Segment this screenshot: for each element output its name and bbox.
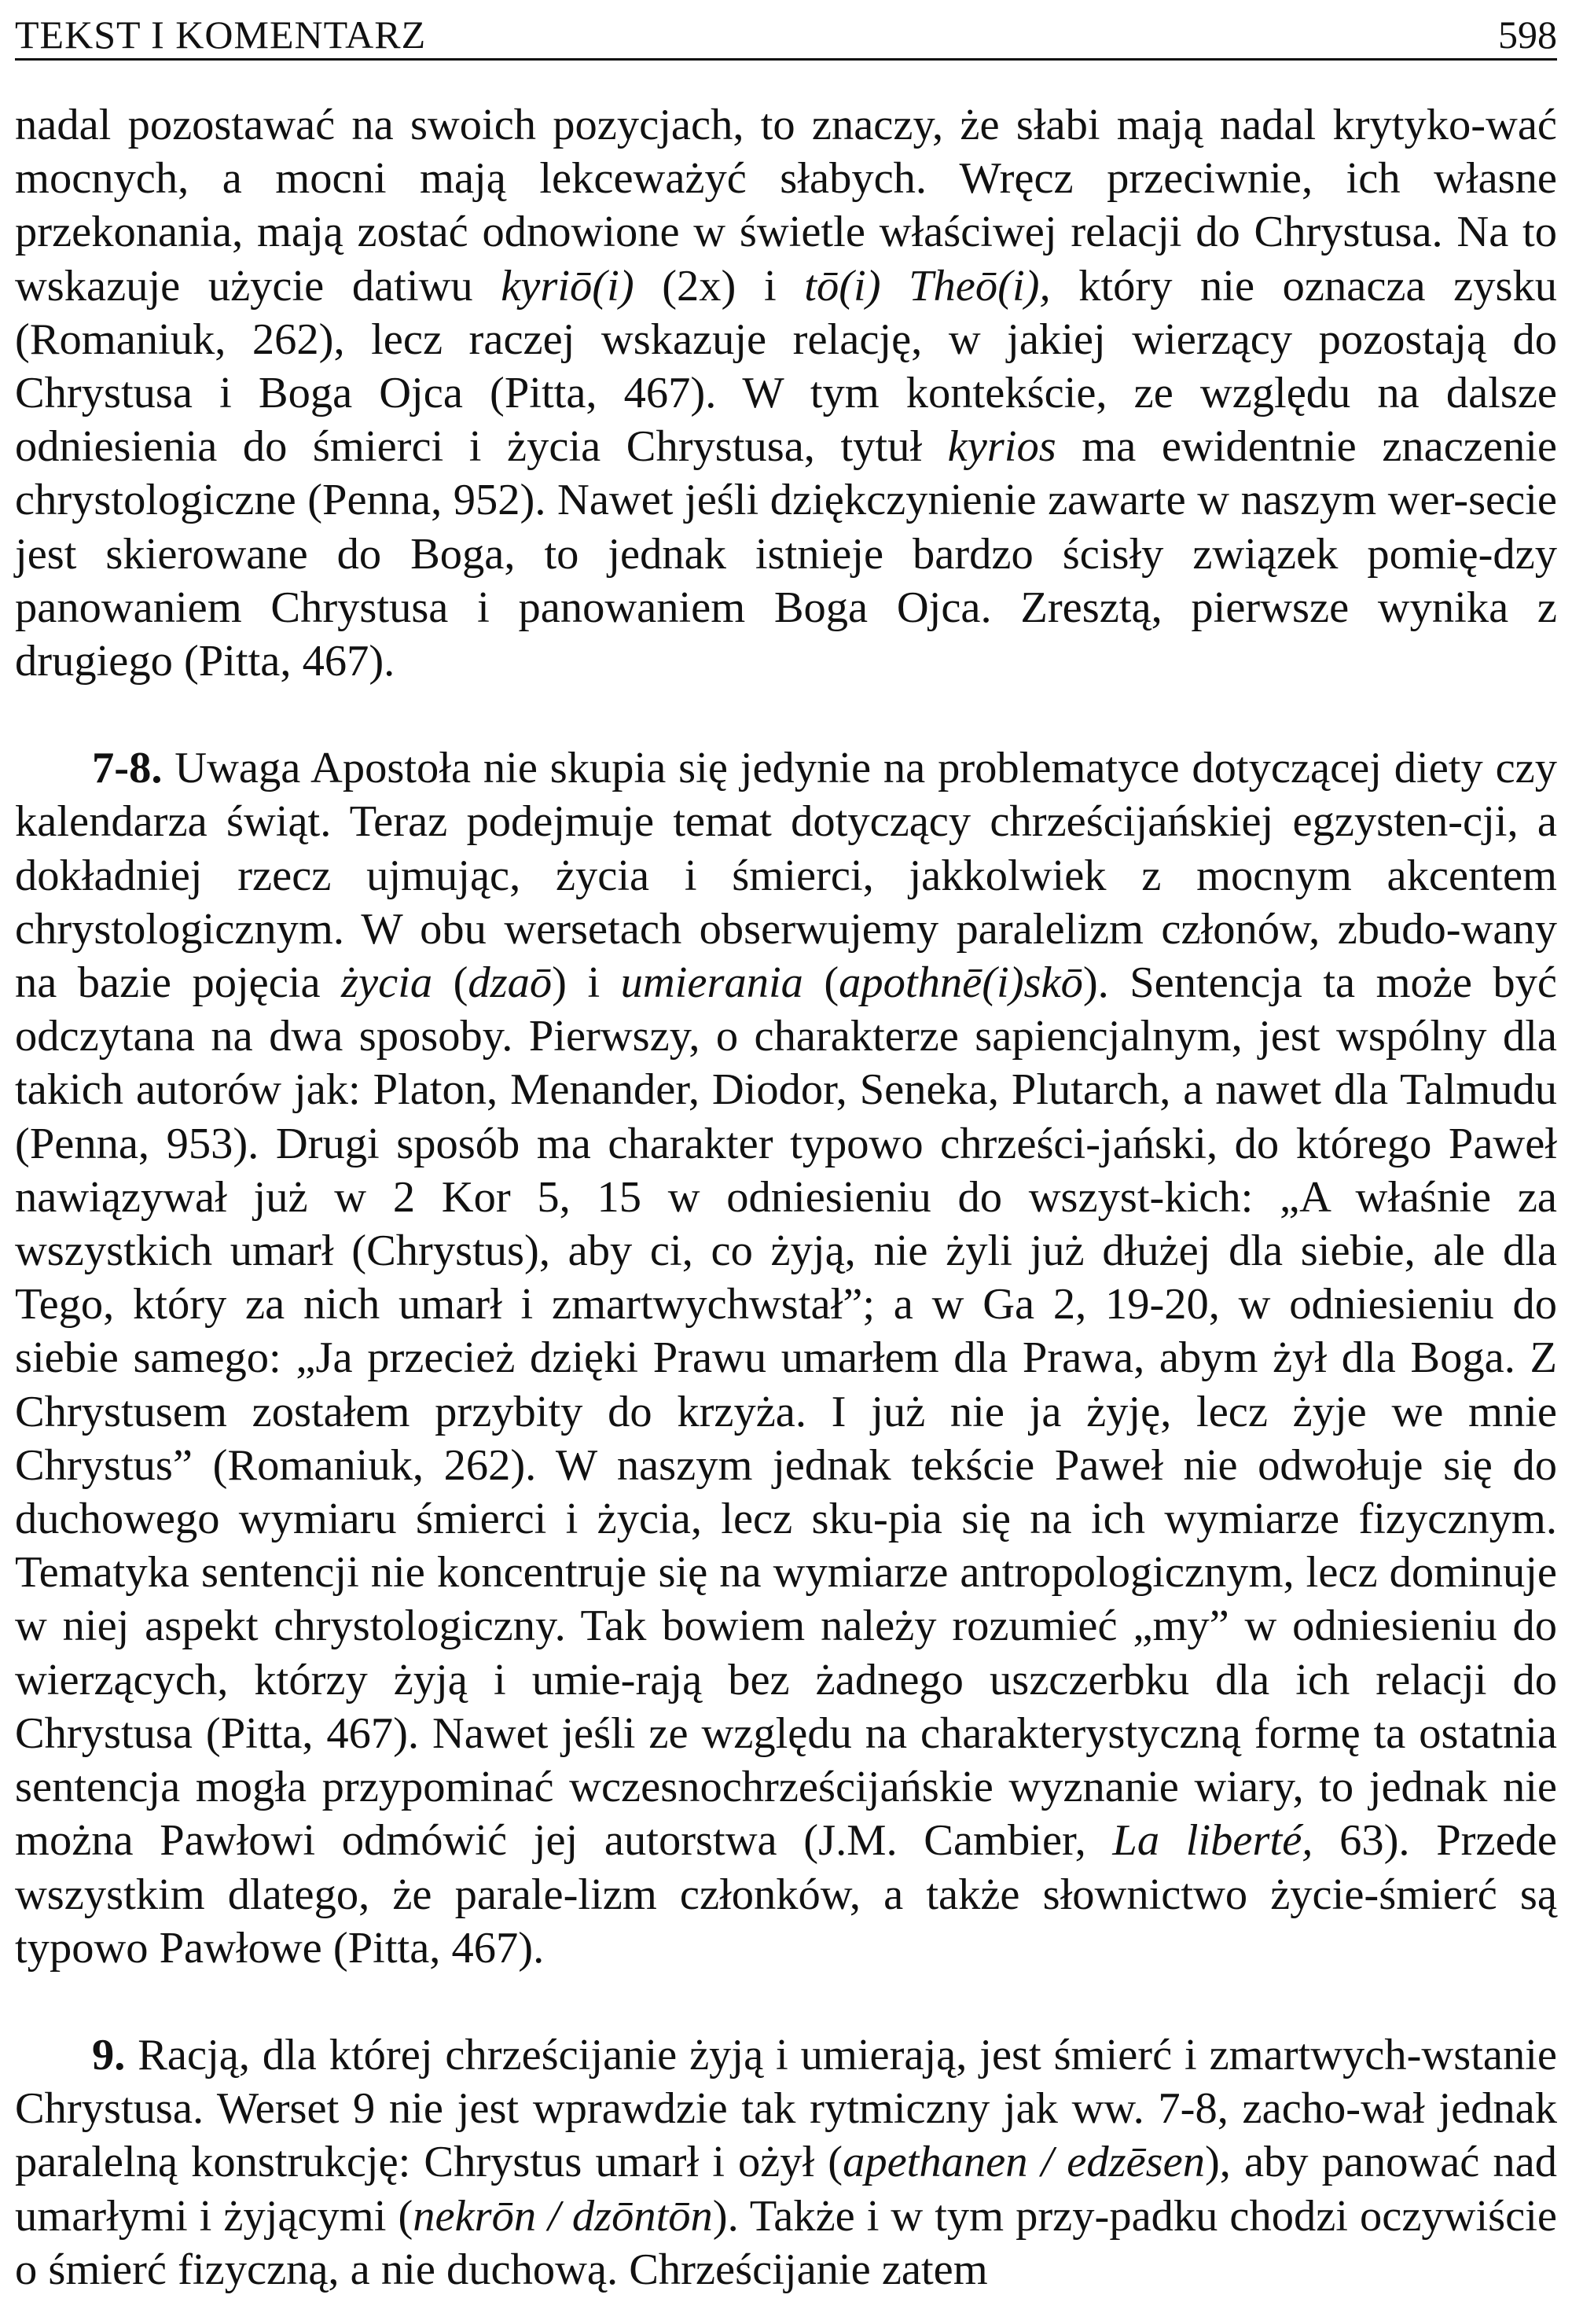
text-run: nadal pozostawać na swoich pozycjach, to znaczy, że słabi mają nadal krytyko-wać mocnych, a mocni mają lekceważyć słabych. Wręcz przeciwnie, ich własne przekonania, mają zostać odnowione w świetle właściwej relacji do Chrystusa. Na to wskazuje użycie datiwu [15, 101, 1557, 311]
greek-term: dzaō [468, 958, 553, 1008]
paragraph-continued [15, 98, 1557, 688]
text-run: ) i [552, 958, 621, 1008]
text-run: Uwaga Apostoła nie skupia się jedynie na problematyce dotyczącej diety czy kalendarza świąt. Teraz podejmuje temat dotyczący chrześcijańskiej egzysten-cji, a dokładniej rzecz ujmując, życia i śmierci, jakkolwiek z mocnym akcentem chrystologicznym. W obu wersetach obserwujemy paralelizm członów, zbudo-wany na bazie pojęcia [15, 744, 1557, 1008]
verse-reference: 7-8. [92, 744, 163, 793]
page-number: 598 [1498, 13, 1557, 57]
greek-term: tō(i) Theō(i), [804, 261, 1051, 311]
text-run: ). Sentencja ta może być odczytana na dwa sposoby. Pierwszy, o charakterze sapiencjalnym, jest wspólny dla takich autorów jak: Platon, Menander, Diodor, Seneka, Plutarch, a nawet dla Talmudu (Penna, 953). Drugi sposób ma charakter typowo chrześci-jański, do którego Paweł nawiązywał już w 2 Kor 5, 15 w odniesieniu do wszyst-kich: „A właśnie za wszystkich umarł (Chrystus), aby ci, co żyją, nie żyli już dłużej dla siebie, ale dla Tego, który za nich umarł i zmartwychwstał”; a w Ga 2, 19-20, w odniesieniu do siebie samego: „Ja przecież dzięki Prawu umarłem dla Prawa, abym żył dla Boga. Z Chrystusem zostałem przybity do krzyża. I już nie ja żyję, lecz żyje we mnie Chrystus” (Romaniuk, 262). W naszym jednak tekście Paweł nie odwołuje się do duchowego wymiaru śmierci i życia, lecz sku-pia się na ich wymiarze fizycznym. Tematyka sentencji nie koncentruje się na wymiarze antropologicznym, lecz dominuje w niej aspekt chrystologiczny. Tak bowiem należy rozumieć „my” w odniesieniu do wierzących, którzy żyją i umie-rają bez żadnego uszczerbku dla ich relacji do Chrystusa (Pitta, 467). Nawet jeśli ze względu na charakterystyczną formę ta ostatnia sentencja mogła przypominać wczesnochrześcijańskie wyznanie wiary, to jednak nie można Pawłowi odmówić jej autorstwa (J.M. Cambier, [15, 958, 1557, 1866]
text-run: który nie oznacza zysku (Romaniuk, 262), lecz raczej wskazuje relację, w jakiej wierzący pozostają do Chrystusa i Boga Ojca (Pitta, 467). W tym kontekście, ze względu na dalsze odniesienia do śmierci i życia Chrystusa, tytuł [15, 261, 1557, 472]
greek-term: kyrios [947, 422, 1056, 472]
running-header [15, 0, 1557, 61]
greek-term: nekrōn / dzōntōn [413, 2191, 713, 2241]
greek-term: apothnē(i)skō [839, 958, 1083, 1008]
text-run: 63). Przede wszystkim dlatego, że parale-lizm członków, a także słownictwo życie-śmierć są typowo Pawłowe (Pitta, 467). [15, 1816, 1557, 1973]
text-run: ), aby panować nad umarłymi i żyjącymi ( [15, 2138, 1557, 2241]
text-run: ( [432, 958, 468, 1008]
emphasized-term: umierania [620, 958, 803, 1008]
running-title: TEKST I KOMENTARZ [15, 13, 427, 57]
text-run: ). Także i w tym przy-padku chodzi oczywiście o śmierć fizyczną, a nie duchową. Chrześcijanie zatem [15, 2191, 1557, 2294]
emphasized-term: życia [341, 958, 433, 1008]
book-title: La liberté, [1112, 1816, 1313, 1866]
paragraph-verse-7-8 [15, 741, 1557, 1975]
greek-term: apethanen / edzēsen [843, 2138, 1205, 2187]
text-run: ma ewidentnie znaczenie chrystologiczne (Penna, 952). Nawet jeśli dziękczynienie zawarte w naszym wer-secie jest skierowane do Boga, to jednak istnieje bardzo ścisły związek pomię-dzy panowaniem Chrystusa i panowaniem Boga Ojca. Zresztą, pierwsze wynika z drugiego (Pitta, 467). [15, 422, 1557, 686]
commentary-body [15, 98, 1557, 2296]
text-run: ( [803, 958, 839, 1008]
book-page [15, 0, 1557, 2324]
text-run: Racją, dla której chrześcijanie żyją i umierają, jest śmierć i zmartwych-wstanie Chrystusa. Werset 9 nie jest wprawdzie tak rytmiczny jak ww. 7-8, zacho-wał jednak paralelną konstrukcję: Chrystus umarł i ożył ( [15, 2030, 1557, 2187]
greek-term: kyriō(i) [501, 261, 634, 311]
paragraph-verse-9 [15, 2028, 1557, 2296]
verse-reference: 9. [92, 2030, 126, 2079]
text-run: (2x) i [634, 261, 805, 311]
